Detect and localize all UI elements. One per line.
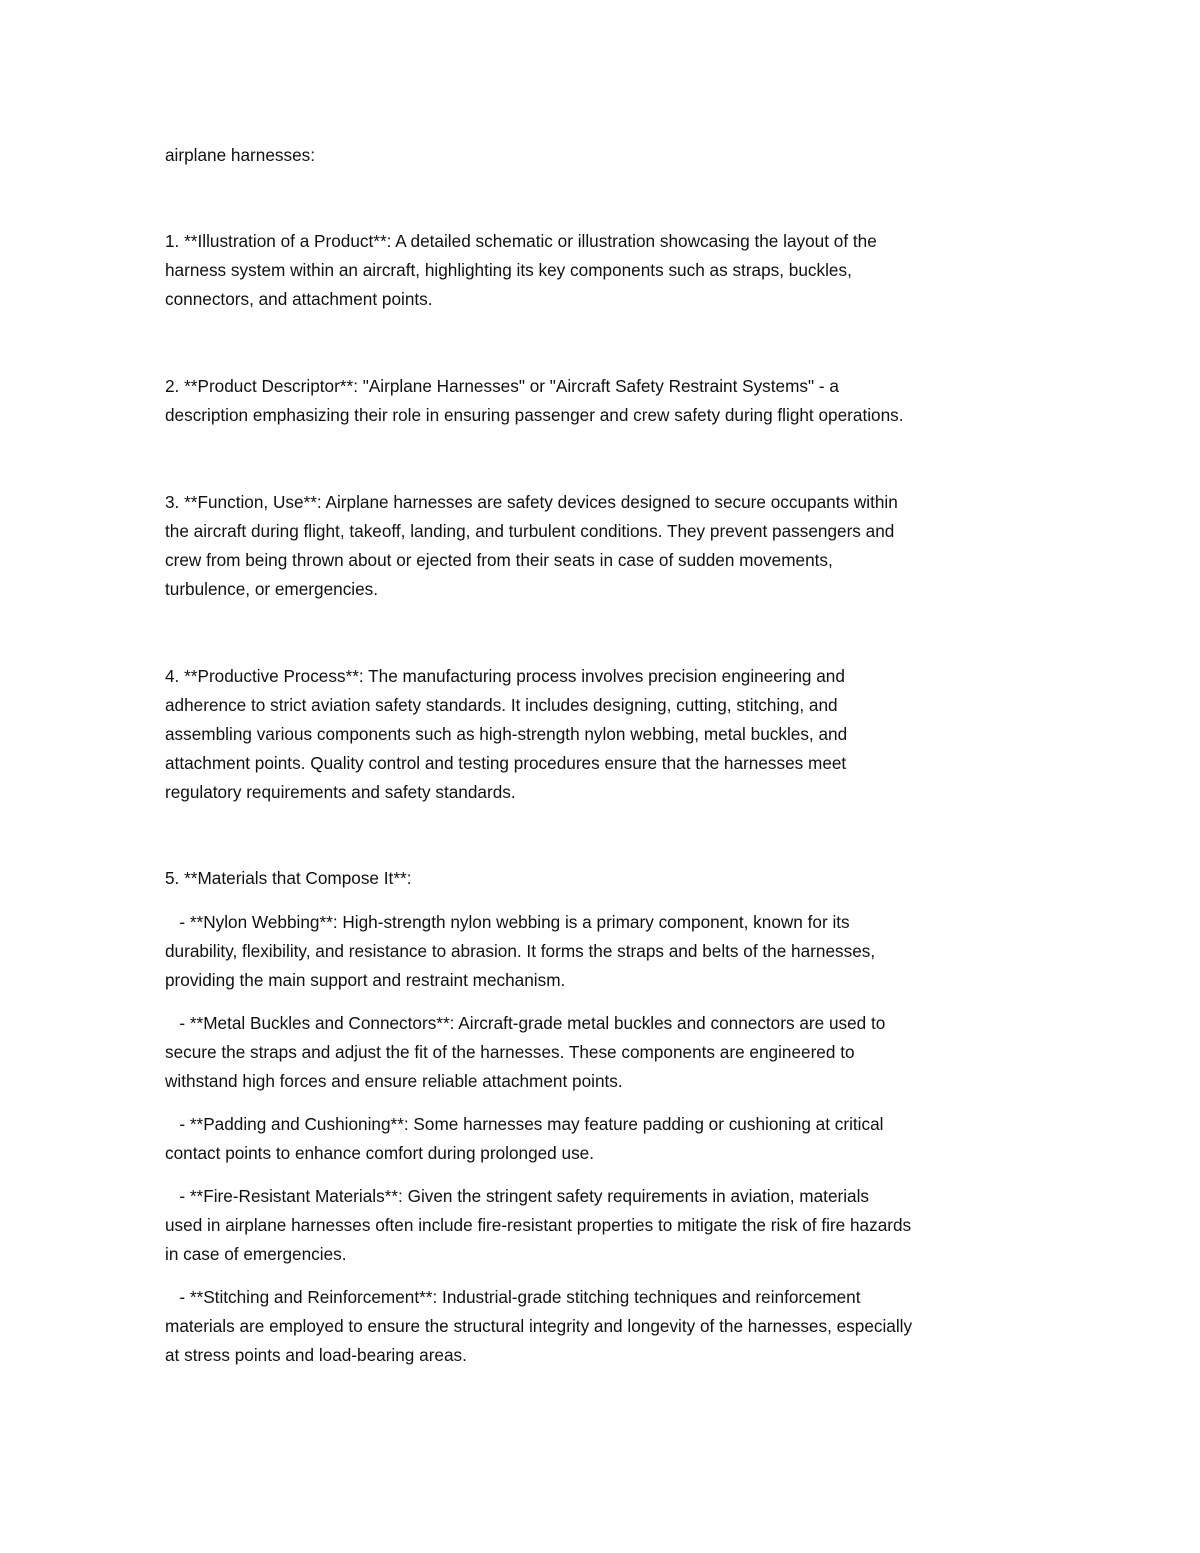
material-line: - **Metal Buckles and Connectors**: Aircraft-grade metal buckles and connectors are used to xyxy=(165,1013,886,1033)
material-line: in case of emergencies. xyxy=(165,1244,347,1264)
section-line: 1. **Illustration of a Product**: A detailed schematic or illustration showcasing the layout of the xyxy=(165,231,877,251)
section-line: 5. **Materials that Compose It**: xyxy=(165,868,412,888)
section-line: 4. **Productive Process**: The manufacturing process involves precision engineering and xyxy=(165,666,845,686)
material-line: contact points to enhance comfort during prolonged use. xyxy=(165,1143,595,1163)
section-line: 2. **Product Descriptor**: "Airplane Harnesses" or "Aircraft Safety Restraint Systems" - a xyxy=(165,376,839,396)
section-line: harness system within an aircraft, highlighting its key components such as straps, buckles, xyxy=(165,260,852,280)
section-product-descriptor xyxy=(165,372,1045,430)
material-line: secure the straps and adjust the fit of the harnesses. These components are engineered to xyxy=(165,1042,855,1062)
section-line: attachment points. Quality control and testing procedures ensure that the harnesses meet xyxy=(165,753,847,773)
material-line: durability, flexibility, and resistance to abrasion. It forms the straps and belts of the harnesses, xyxy=(165,941,876,961)
section-materials-heading xyxy=(165,864,1045,893)
section-illustration xyxy=(165,227,1045,314)
section-line: 3. **Function, Use**: Airplane harnesses are safety devices designed to secure occupants within xyxy=(165,492,898,512)
section-line: connectors, and attachment points. xyxy=(165,289,433,309)
material-metal-buckles xyxy=(165,1009,1045,1096)
section-function-use xyxy=(165,488,1045,604)
material-line: - **Fire-Resistant Materials**: Given the stringent safety requirements in aviation, materials xyxy=(165,1186,870,1206)
title-text: airplane harnesses: xyxy=(165,145,316,165)
material-line: - **Padding and Cushioning**: Some harnesses may feature padding or cushioning at critical xyxy=(165,1114,884,1134)
material-stitching-reinforcement xyxy=(165,1283,1045,1370)
material-line: - **Stitching and Reinforcement**: Industrial-grade stitching techniques and reinforcement xyxy=(165,1287,861,1307)
section-line: turbulence, or emergencies. xyxy=(165,579,379,599)
material-fire-resistant xyxy=(165,1182,1045,1269)
material-line: used in airplane harnesses often include fire-resistant properties to mitigate the risk of fire hazards xyxy=(165,1215,912,1235)
material-nylon-webbing xyxy=(165,908,1045,995)
section-line: crew from being thrown about or ejected from their seats in case of sudden movements, xyxy=(165,550,833,570)
document-title xyxy=(165,141,1045,170)
section-line: regulatory requirements and safety standards. xyxy=(165,782,516,802)
material-line: withstand high forces and ensure reliable attachment points. xyxy=(165,1071,623,1091)
material-padding-cushioning xyxy=(165,1110,1045,1168)
section-productive-process xyxy=(165,662,1045,807)
section-line: assembling various components such as high-strength nylon webbing, metal buckles, and xyxy=(165,724,848,744)
material-line: - **Nylon Webbing**: High-strength nylon webbing is a primary component, known for its xyxy=(165,912,850,932)
section-line: description emphasizing their role in ensuring passenger and crew safety during flight operations. xyxy=(165,405,904,425)
material-line: materials are employed to ensure the structural integrity and longevity of the harnesses, especially xyxy=(165,1316,913,1336)
material-line: providing the main support and restraint mechanism. xyxy=(165,970,566,990)
section-line: the aircraft during flight, takeoff, landing, and turbulent conditions. They prevent passengers and xyxy=(165,521,895,541)
section-line: adherence to strict aviation safety standards. It includes designing, cutting, stitching, and xyxy=(165,695,838,715)
material-line: at stress points and load-bearing areas. xyxy=(165,1345,467,1365)
